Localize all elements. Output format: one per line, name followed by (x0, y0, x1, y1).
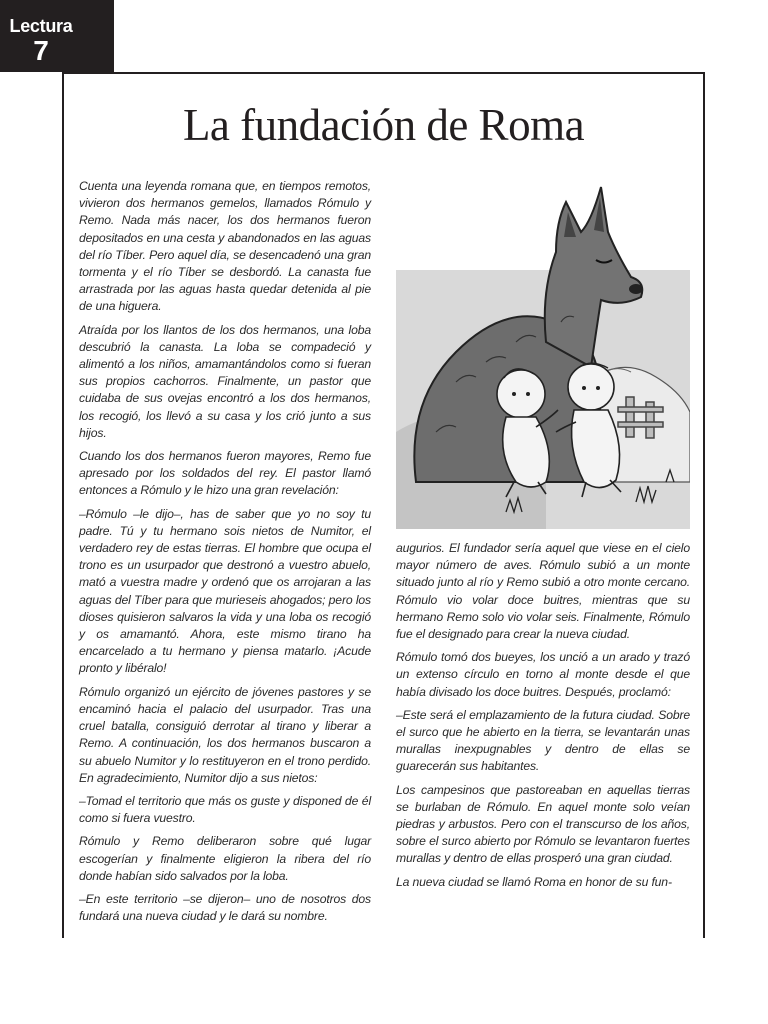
paragraph: augurios. El fundador sería aquel que viese en el cielo mayor número de aves. Rómulo subió a un monte situado junto al río y Remo subió a otro monte cercano. Rómulo vio volar doce buitres, mientras que su hermano Remo solo vio volar seis. Finalmente, Rómulo fue el designado para crear la nueva ciudad. (396, 541, 690, 642)
paragraph: –Rómulo –le dijo–, has de saber que yo no soy tu padre. Tú y tu hermano sois nietos de Numitor, el verdadero rey de estas tierras. El hombre que ocupa el trono es un usurpador que destronó a vuestro abuelo, mató a vuestra madre y ordenó que os arrojaran a las aguas del Tíber para que murieseis ahogados; pero los dioses quisieron salvaros la vida y una loba os recogió y os amamantó. Ahora, este mismo tirano ha encarcelado a tu hermano y piensa matarlo. ¡Acude pronto y libéralo! (79, 506, 371, 676)
paragraph: –Tomad el territorio que más os guste y disponed de él como si fuera vuestro. (79, 793, 371, 826)
paragraph: Atraída por los llantos de los dos hermanos, una loba descubrió la canasta. La loba se compadeció y alimentó a los niños, amamantándolos como si fueran sus propios cachorros. Finalmente, un pastor que cuidaba de sus ovejas encontró a los dos hermanos, los recogió, los llevó a su casa y los crió junto a sus hijos. (79, 322, 371, 440)
paragraph: La nueva ciudad se llamó Roma en honor de su fun- (396, 874, 672, 889)
paragraph: Rómulo y Remo deliberaron sobre qué lugar escogerían y finalmente eligieron la ribera del río donde habían sido salvados por la loba. (79, 834, 371, 883)
lesson-label: Lectura (9, 16, 73, 36)
lesson-number: 7 (33, 35, 49, 66)
paragraph: –En este territorio –se dijeron– uno de nosotros dos fundará una nueva ciudad y le dará su nombre. (79, 891, 371, 924)
left-column (79, 178, 371, 938)
wolf-with-twins-illustration (396, 182, 690, 529)
paragraph: Rómulo tomó dos bueyes, los unció a un arado y trazó un extenso círculo en torno al monte desde el que había divisado los doce buitres. Después, proclamó: (396, 650, 690, 699)
page-title: La fundación de Roma (182, 100, 585, 150)
paragraph: –Este será el emplazamiento de la futura ciudad. Sobre el surco que he abierto en la tierra, se levantarán unas murallas inexpugnables y dentro de ellas se guarecerán sus habitantes. (396, 707, 690, 774)
lesson-badge (0, 0, 114, 72)
page-frame (62, 72, 705, 938)
paragraph: Rómulo organizó un ejército de jóvenes pastores y se encaminó hacia el palacio del usurpador. Tras una cruel batalla, consiguió derrotar al tirano y liberar a Remo. A continuación, los dos hermanos buscaron a su abuelo Numitor y lo restituyeron en el trono perdido. En agradecimiento, Numitor dijo a sus nietos: (79, 684, 371, 785)
paragraph: Los campesinos que pastoreaban en aquellas tierras se burlaban de Rómulo. En aquel monte solo veían piedras y arbustos. Pero con el transcurso de los años, sobre el surco abierto por Rómulo se levantaron fuertes murallas y dentro de ellas prosperó una gran ciudad. (396, 782, 690, 866)
paragraph: Cuenta una leyenda romana que, en tiempos remotos, vivieron dos hermanos gemelos, llamados Rómulo y Remo. Nada más nacer, los dos hermanos fueron depositados en una cesta y abandonados en las aguas del río Tíber. Pero aquel día, se desencadenó una gran tormenta y el río Tíber se desbordó. La canasta fue arrastrada por las aguas hasta quedar detenida al pie de una higuera. (79, 179, 371, 314)
right-column (396, 540, 690, 938)
paragraph: Cuando los dos hermanos fueron mayores, Remo fue apresado por los soldados del rey. El pastor llamó entonces a Rómulo y le hizo una gran revelación: (79, 449, 371, 498)
